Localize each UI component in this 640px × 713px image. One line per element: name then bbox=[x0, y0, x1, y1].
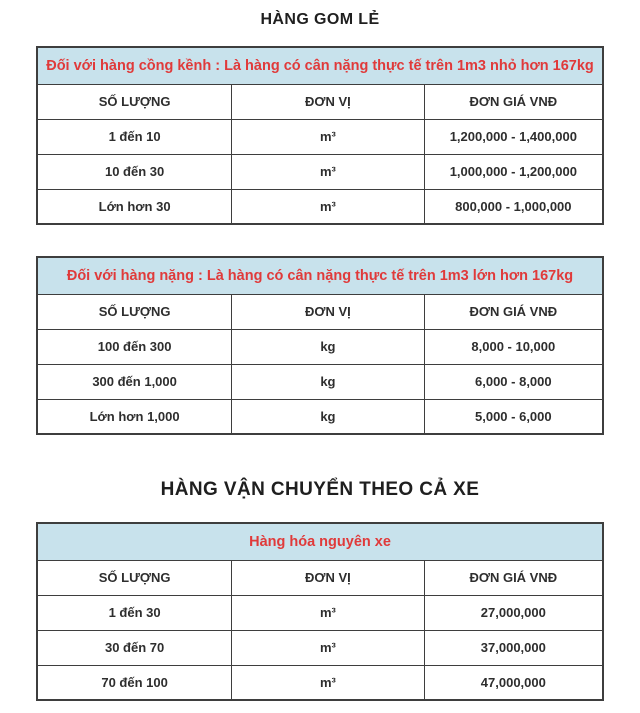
price-cell: 5,000 - 6,000 bbox=[424, 399, 603, 434]
table-row bbox=[37, 154, 603, 189]
table-header-row bbox=[37, 84, 603, 119]
table-row bbox=[37, 665, 603, 700]
quantity-cell: 300 đến 1,000 bbox=[37, 364, 232, 399]
pricing-table-hang-nang bbox=[36, 256, 604, 435]
column-header-don-vi: ĐƠN VỊ bbox=[232, 84, 424, 119]
table-row bbox=[37, 119, 603, 154]
table-caption-row bbox=[37, 257, 603, 294]
table-row bbox=[37, 364, 603, 399]
table-header-row bbox=[37, 294, 603, 329]
unit-cell: m³ bbox=[232, 595, 424, 630]
table-caption: Đối với hàng cồng kềnh : Là hàng có cân nặng thực tế trên 1m3 nhỏ hơn 167kg bbox=[37, 47, 603, 84]
column-header-don-vi: ĐƠN VỊ bbox=[232, 294, 424, 329]
price-cell: 27,000,000 bbox=[424, 595, 603, 630]
pricing-table-hang-cong-kenh bbox=[36, 46, 604, 225]
unit-cell: m³ bbox=[232, 630, 424, 665]
price-cell: 47,000,000 bbox=[424, 665, 603, 700]
table-row bbox=[37, 189, 603, 224]
unit-cell: kg bbox=[232, 364, 424, 399]
quantity-cell: 30 đến 70 bbox=[37, 630, 232, 665]
column-header-don-gia: ĐƠN GIÁ VNĐ bbox=[424, 84, 603, 119]
quantity-cell: 1 đến 30 bbox=[37, 595, 232, 630]
unit-cell: kg bbox=[232, 329, 424, 364]
table-row bbox=[37, 595, 603, 630]
unit-cell: m³ bbox=[232, 665, 424, 700]
column-header-so-luong: SỐ LƯỢNG bbox=[37, 294, 232, 329]
table-row bbox=[37, 399, 603, 434]
quantity-cell: 100 đến 300 bbox=[37, 329, 232, 364]
quantity-cell: 10 đến 30 bbox=[37, 154, 232, 189]
table-caption: Đối với hàng nặng : Là hàng có cân nặng thực tế trên 1m3 lớn hơn 167kg bbox=[37, 257, 603, 294]
column-header-don-gia: ĐƠN GIÁ VNĐ bbox=[424, 294, 603, 329]
quantity-cell: Lớn hơn 30 bbox=[37, 189, 232, 224]
price-cell: 800,000 - 1,000,000 bbox=[424, 189, 603, 224]
unit-cell: m³ bbox=[232, 119, 424, 154]
unit-cell: kg bbox=[232, 399, 424, 434]
quantity-cell: 1 đến 10 bbox=[37, 119, 232, 154]
section-title-hang-gom-le: HÀNG GOM LẺ bbox=[260, 11, 380, 28]
column-header-so-luong: SỐ LƯỢNG bbox=[37, 84, 232, 119]
price-cell: 8,000 - 10,000 bbox=[424, 329, 603, 364]
table-row bbox=[37, 630, 603, 665]
pricing-table-nguyen-xe bbox=[36, 522, 604, 701]
price-cell: 6,000 - 8,000 bbox=[424, 364, 603, 399]
column-header-so-luong: SỐ LƯỢNG bbox=[37, 560, 232, 595]
price-cell: 37,000,000 bbox=[424, 630, 603, 665]
unit-cell: m³ bbox=[232, 189, 424, 224]
table-row bbox=[37, 329, 603, 364]
price-cell: 1,000,000 - 1,200,000 bbox=[424, 154, 603, 189]
section-title-hang-van-chuyen: HÀNG VẬN CHUYỂN THEO CẢ XE bbox=[160, 479, 480, 500]
column-header-don-gia: ĐƠN GIÁ VNĐ bbox=[424, 560, 603, 595]
table-caption: Hàng hóa nguyên xe bbox=[37, 523, 603, 560]
table-caption-row bbox=[37, 523, 603, 560]
quantity-cell: Lớn hơn 1,000 bbox=[37, 399, 232, 434]
quantity-cell: 70 đến 100 bbox=[37, 665, 232, 700]
price-cell: 1,200,000 - 1,400,000 bbox=[424, 119, 603, 154]
column-header-don-vi: ĐƠN VỊ bbox=[232, 560, 424, 595]
table-header-row bbox=[37, 560, 603, 595]
table-caption-row bbox=[37, 47, 603, 84]
unit-cell: m³ bbox=[232, 154, 424, 189]
